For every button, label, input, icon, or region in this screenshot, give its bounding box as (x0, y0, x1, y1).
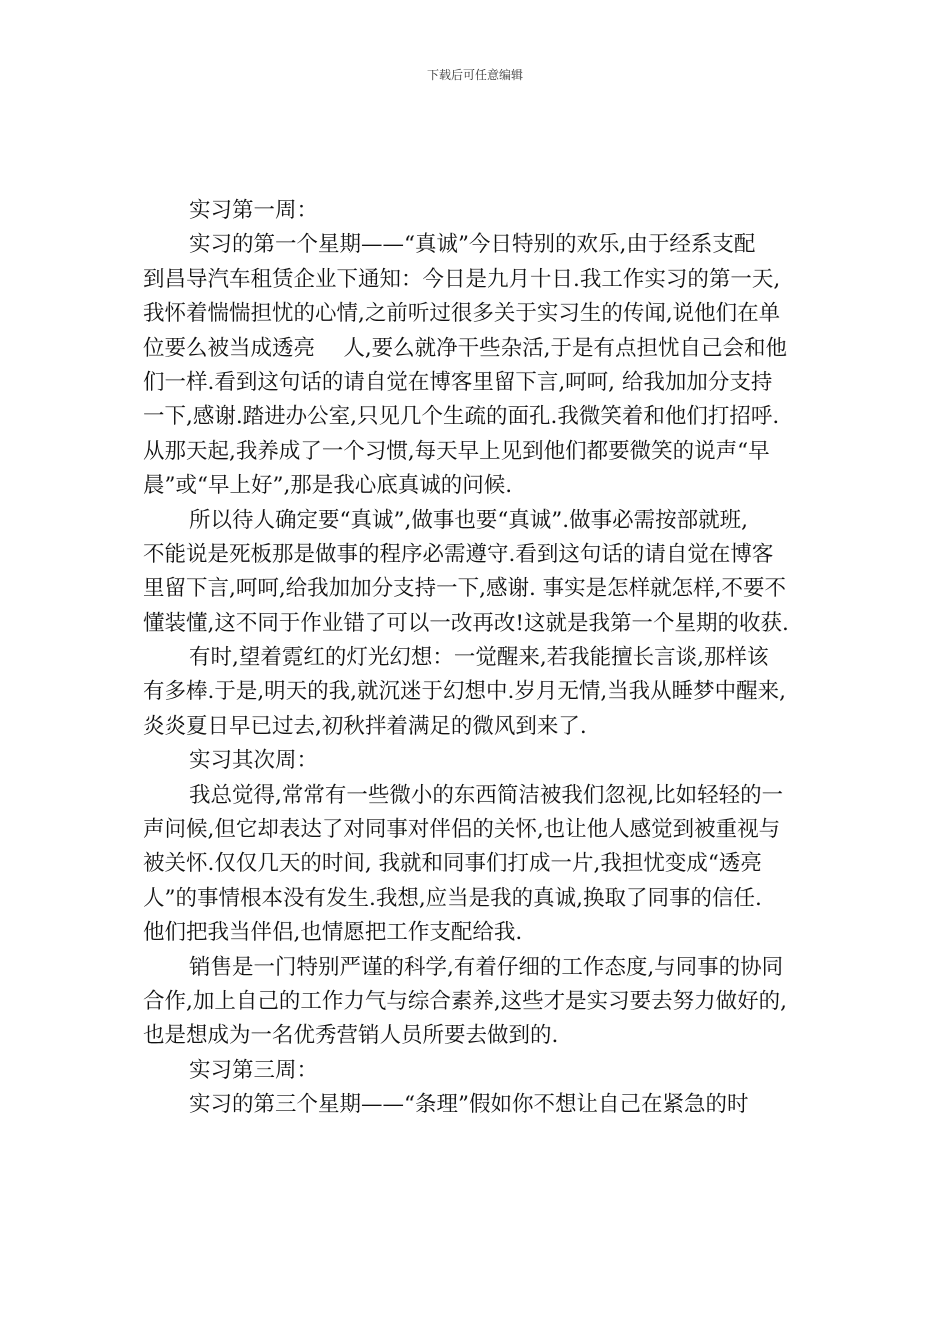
paragraph-line: 到昌导汽车租赁企业下通知：今日是九月十日.我工作实习的第一天, (143, 266, 781, 292)
paragraph-line: 位要么被当成透亮 人,要么就净干些杂活,于是有点担忧自己会和他 (143, 335, 788, 361)
section-heading-week-3: 实习第三周： (189, 1057, 319, 1083)
paragraph-line: 懂装懂,这不同于作业错了可以一改再改!这就是我第一个星期的收获. (143, 610, 789, 636)
paragraph-line: 人”的事情根本没有发生.我想,应当是我的真诚,换取了同事的信任. (143, 885, 762, 911)
section-heading-week-2: 实习其次周： (189, 748, 319, 774)
paragraph-line: 他们把我当伴侣,也情愿把工作支配给我. (143, 920, 523, 946)
paragraph-line: 不能说是死板那是做事的程序必需遵守.看到这句话的请自觉在博客 (143, 541, 774, 567)
paragraph-line: 实习的第三个星期——“条理”假如你不想让自己在紧急的时 (189, 1092, 749, 1118)
paragraph-line: 从那天起,我养成了一个习惯,每天早上见到他们都要微笑的说声“早 (143, 438, 770, 464)
page-header: 下载后可任意编辑 (426, 68, 523, 82)
paragraph-line: 所以待人确定要“真诚”,做事也要“真诚”.做事必需按部就班, (189, 507, 748, 533)
paragraph-line: 有多棒.于是,明天的我,就沉迷于幻想中.岁月无情,当我从睡梦中醒来, (143, 679, 787, 705)
paragraph-line: 实习的第一个星期——“真诚”今日特别的欢乐,由于经系支配 (189, 232, 756, 258)
paragraph-line: 一下,感谢.踏进办公室,只见几个生疏的面孔.我微笑着和他们打招呼. (143, 404, 780, 430)
paragraph-line: 炎炎夏日早已过去,初秋拌着满足的微风到来了. (143, 713, 587, 739)
paragraph-line: 声问候,但它却表达了对同事对伴侣的关怀,也让他人感觉到被重视与 (143, 817, 781, 843)
paragraph-line: 里留下言,呵呵,给我加加分支持一下,感谢. 事实是怎样就怎样,不要不 (143, 576, 787, 602)
paragraph-line: 被关怀.仅仅几天的时间, 我就和同事们打成一片,我担忧变成“透亮 (143, 851, 762, 877)
paragraph-line: 我怀着惴惴担忧的心情,之前听过很多关于实习生的传闻,说他们在单 (143, 301, 781, 327)
section-heading-week-1: 实习第一周： (189, 198, 319, 223)
paragraph-line: 合作,加上自己的工作力气与综合素养,这些才是实习要去努力做好的, (143, 988, 788, 1014)
paragraph-line: 也是想成为一名优秀营销人员所要去做到的. (143, 1023, 559, 1049)
paragraph-line: 有时,望着霓红的灯光幻想：一觉醒来,若我能擅长言谈,那样该 (189, 645, 769, 671)
paragraph-line: 我总觉得,常常有一些微小的东西简洁被我们忽视,比如轻轻的一 (189, 782, 784, 808)
document-body (143, 194, 813, 1123)
paragraph-line: 们一样.看到这句话的请自觉在博客里留下言,呵呵, 给我加加分支持 (143, 369, 773, 395)
paragraph-line: 晨”或“早上好”,那是我心底真诚的问候. (143, 473, 513, 499)
paragraph-line: 销售是一门特别严谨的科学,有着仔细的工作态度,与同事的协同 (189, 954, 784, 980)
